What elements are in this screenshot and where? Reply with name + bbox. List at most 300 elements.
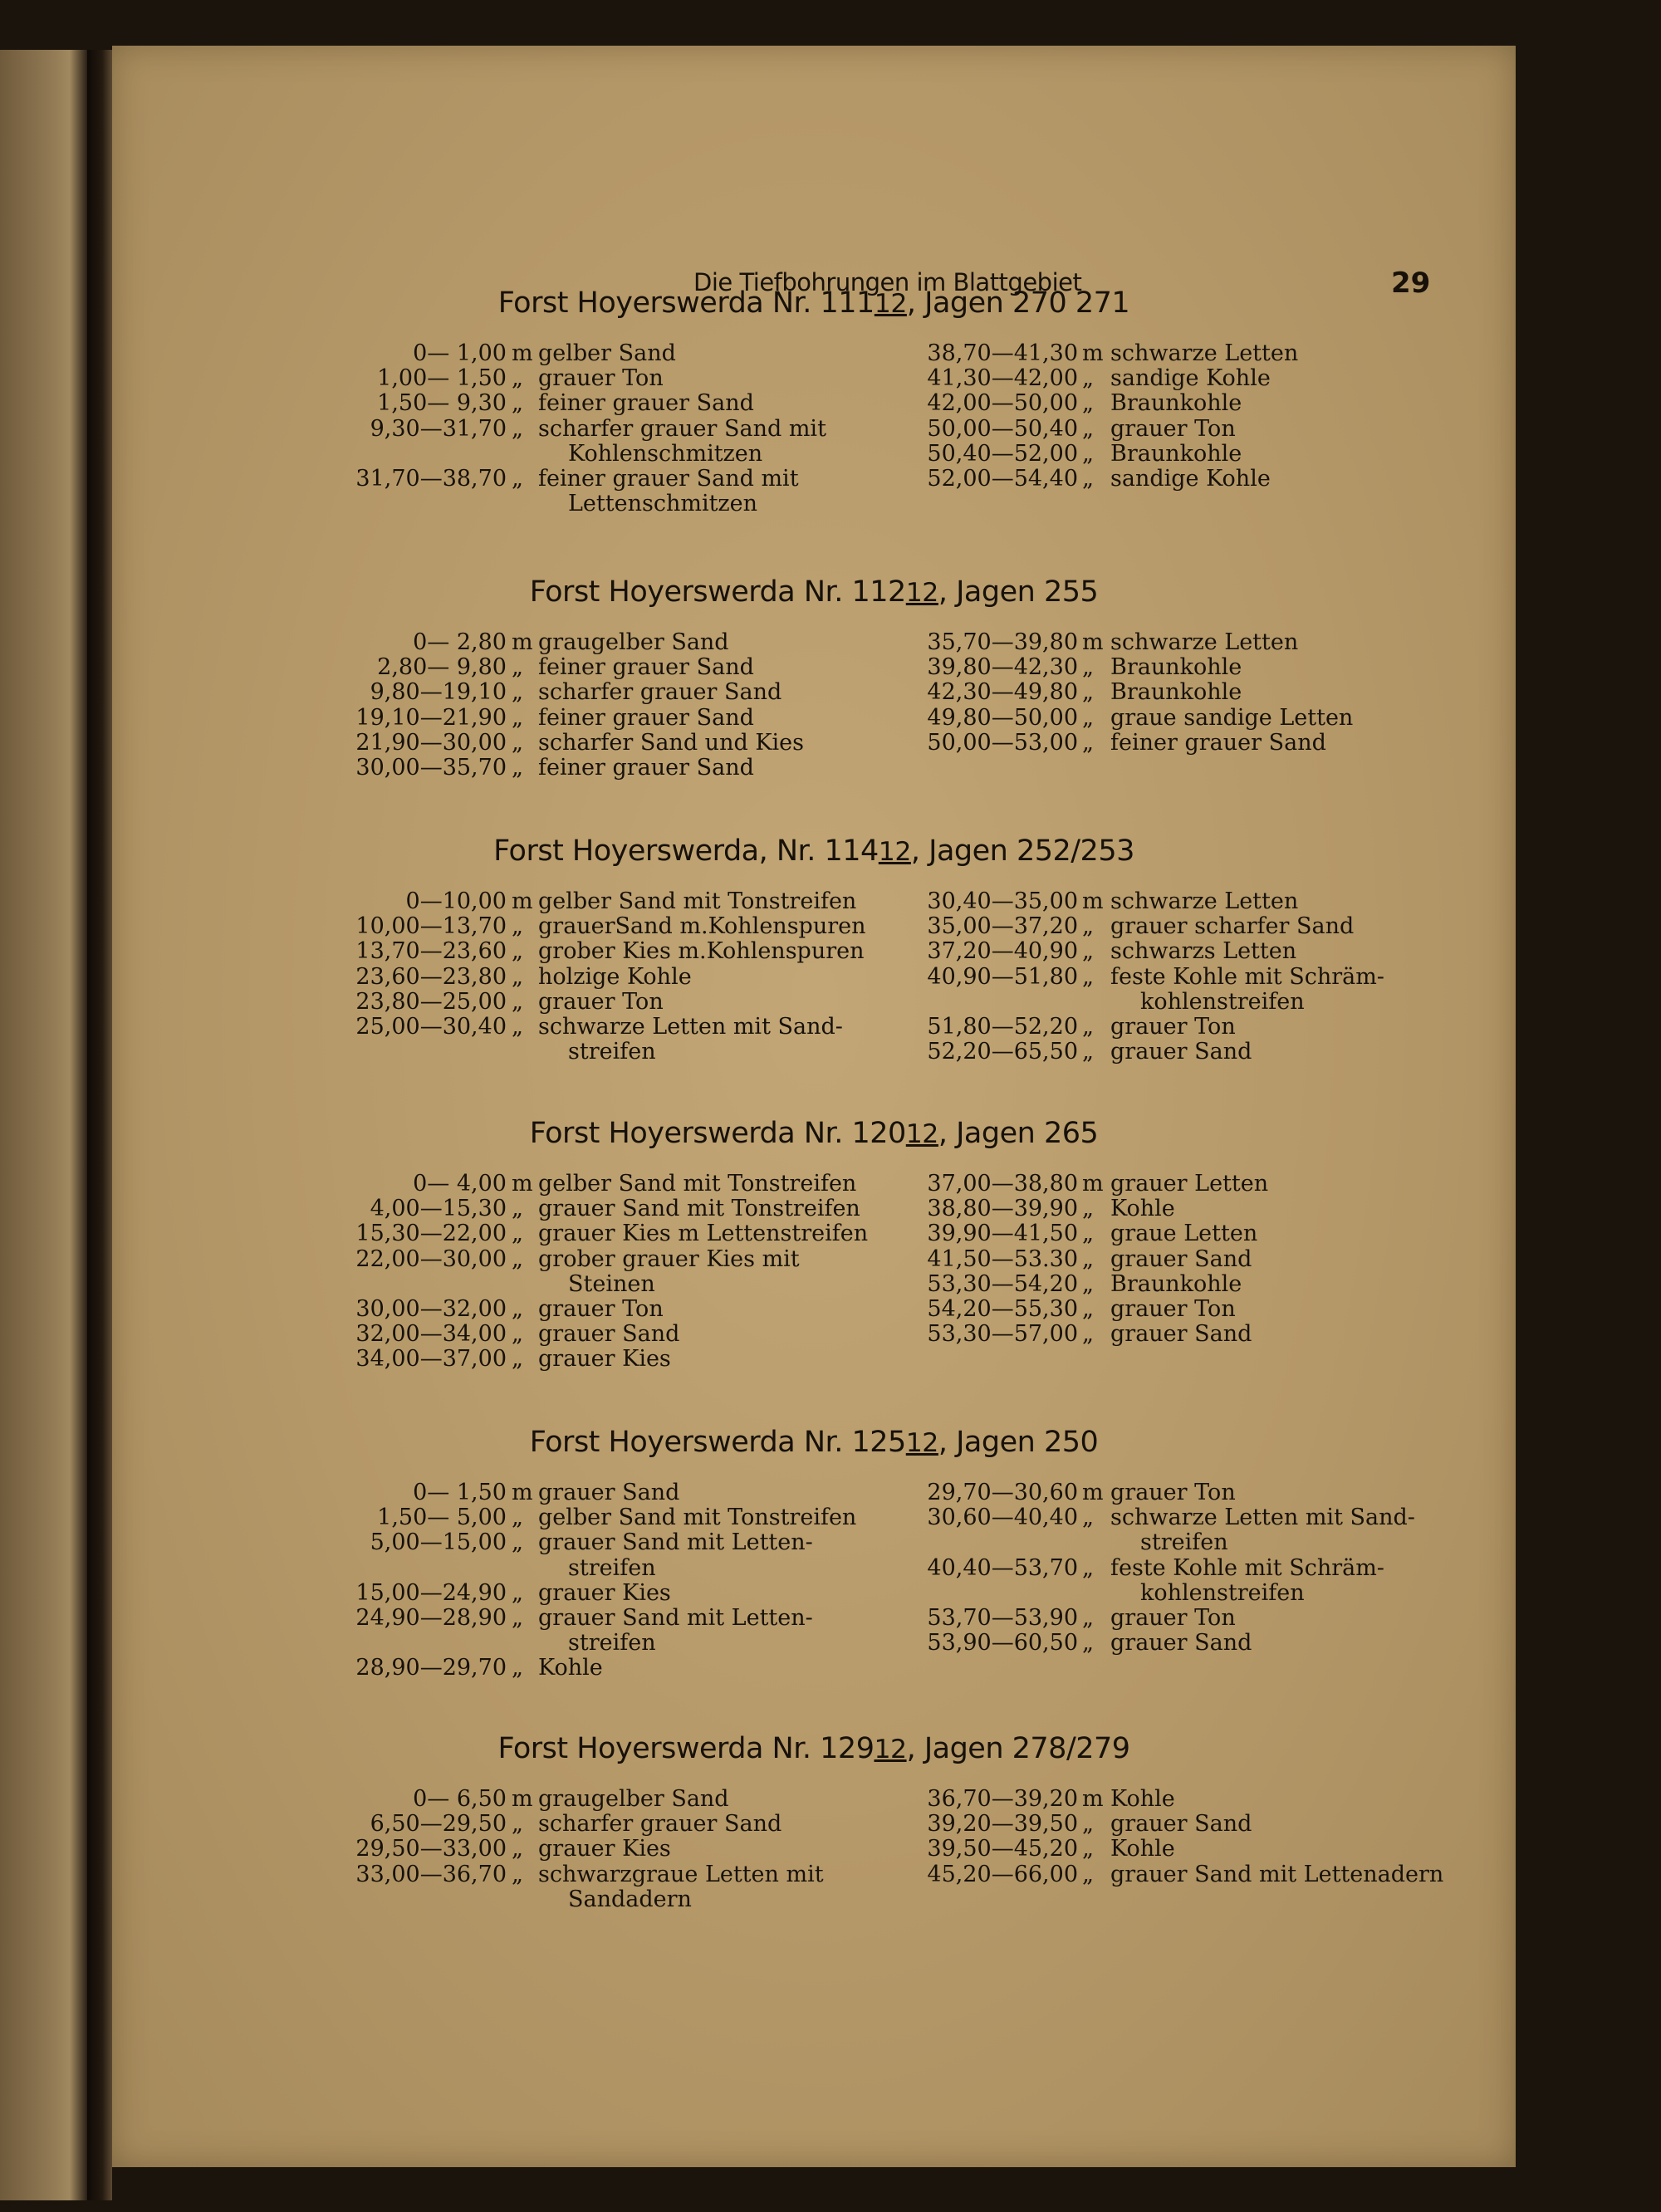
layer-row-continuation bbox=[257, 1272, 872, 1297]
depth-range: 0— 2,80 bbox=[413, 629, 507, 655]
depth-unit: m bbox=[1082, 1480, 1104, 1505]
depth-unit: m bbox=[512, 340, 533, 366]
layer-row-continuation bbox=[257, 1040, 872, 1064]
depth-range: 33,00—36,70 bbox=[355, 1861, 507, 1887]
depth-range: 50,00—53,00 bbox=[927, 729, 1078, 756]
depth-unit: „ bbox=[1082, 440, 1094, 467]
left-column bbox=[257, 630, 872, 781]
depth-unit: „ bbox=[512, 1604, 523, 1631]
layer-row bbox=[257, 990, 872, 1015]
layer-row-continuation bbox=[818, 1530, 1416, 1555]
layer-description: Lettenschmitzen bbox=[568, 491, 758, 517]
layer-description: schwarze Letten mit Sand- bbox=[1110, 1505, 1415, 1531]
section-title bbox=[112, 1117, 1516, 1150]
depth-range: 54,20—55,30 bbox=[927, 1295, 1078, 1322]
layer-row bbox=[818, 655, 1416, 680]
right-column bbox=[818, 889, 1416, 1064]
section-title-suffix: , Jagen 255 bbox=[938, 575, 1099, 609]
depth-range: 37,00—38,80 bbox=[927, 1171, 1078, 1197]
layer-description: scharfer Sand und Kies bbox=[538, 729, 804, 756]
layer-row bbox=[818, 1631, 1416, 1656]
section-title-suffix: , Jagen 252/253 bbox=[910, 834, 1134, 868]
section-title bbox=[112, 1426, 1516, 1459]
section-title-prefix: Forst Hoyerswerda Nr. 129 bbox=[497, 1732, 875, 1765]
layer-row bbox=[818, 1606, 1416, 1631]
depth-unit: „ bbox=[1082, 1811, 1094, 1838]
layer-row bbox=[257, 655, 872, 680]
layer-description: Braunkohle bbox=[1110, 654, 1242, 681]
facing-page-edge bbox=[0, 50, 87, 2200]
depth-unit: „ bbox=[512, 1505, 523, 1531]
depth-range: 15,30—22,00 bbox=[355, 1221, 507, 1247]
layer-row bbox=[257, 366, 872, 391]
layer-row bbox=[818, 1247, 1416, 1272]
layer-description: schwarze Letten bbox=[1110, 629, 1299, 655]
depth-range: 21,90—30,00 bbox=[355, 729, 507, 756]
layer-description: sandige Kohle bbox=[1110, 465, 1271, 492]
layer-row bbox=[257, 889, 872, 914]
layer-row bbox=[818, 417, 1416, 442]
depth-range: 1,50— 5,00 bbox=[377, 1505, 507, 1531]
depth-range: 52,20—65,50 bbox=[927, 1039, 1078, 1065]
layer-description: grauer Kies bbox=[538, 1579, 671, 1606]
layer-description: schwarzgraue Letten mit bbox=[538, 1861, 824, 1887]
depth-unit: „ bbox=[512, 1245, 523, 1272]
book-gutter bbox=[87, 50, 112, 2200]
layer-description: Braunkohle bbox=[1110, 679, 1242, 706]
depth-unit: m bbox=[512, 888, 533, 914]
layer-row bbox=[818, 630, 1416, 655]
depth-unit: „ bbox=[1082, 1196, 1094, 1222]
layer-row bbox=[818, 442, 1416, 467]
layer-row bbox=[818, 889, 1416, 914]
depth-range: 9,80—19,10 bbox=[370, 679, 507, 706]
depth-unit: „ bbox=[512, 1836, 523, 1862]
section-title-fraction: 12 bbox=[905, 1119, 938, 1149]
layer-row bbox=[257, 391, 872, 416]
layer-row bbox=[257, 1197, 872, 1221]
layer-row-continuation bbox=[257, 1556, 872, 1581]
layer-description: feiner grauer Sand bbox=[538, 390, 754, 417]
depth-range: 41,50—53.30 bbox=[927, 1245, 1078, 1272]
depth-unit: „ bbox=[512, 938, 523, 965]
layer-row-continuation bbox=[818, 1581, 1416, 1606]
layer-row bbox=[257, 1862, 872, 1887]
depth-range: 1,00— 1,50 bbox=[377, 365, 507, 392]
depth-range: 0— 6,50 bbox=[413, 1786, 507, 1812]
depth-range: 0— 4,00 bbox=[413, 1171, 507, 1197]
depth-unit: „ bbox=[1082, 913, 1094, 940]
layer-row bbox=[818, 1556, 1416, 1581]
depth-unit: „ bbox=[512, 1196, 523, 1222]
layer-description: grauer Sand bbox=[1110, 1630, 1252, 1657]
section-title-fraction: 12 bbox=[905, 1428, 938, 1458]
depth-range: 45,20—66,00 bbox=[927, 1861, 1078, 1887]
depth-unit: „ bbox=[1082, 1321, 1094, 1348]
layer-description: schwarze Letten bbox=[1110, 888, 1299, 914]
layer-row bbox=[818, 1505, 1416, 1530]
depth-unit: „ bbox=[512, 988, 523, 1015]
section-title bbox=[112, 1732, 1516, 1765]
layer-row bbox=[257, 1015, 872, 1040]
depth-unit: m bbox=[1082, 888, 1104, 914]
depth-unit: „ bbox=[1082, 1630, 1094, 1657]
depth-range: 1,50— 9,30 bbox=[377, 390, 507, 417]
layer-row bbox=[257, 914, 872, 939]
layer-description: grauer Ton bbox=[1110, 1604, 1236, 1631]
layer-description: grauer Kies m Lettenstreifen bbox=[538, 1221, 869, 1247]
layer-description: gelber Sand mit Tonstreifen bbox=[538, 888, 857, 914]
layer-row bbox=[257, 1322, 872, 1347]
depth-range: 37,20—40,90 bbox=[927, 938, 1078, 965]
layer-row-continuation bbox=[257, 1887, 872, 1912]
depth-unit: „ bbox=[512, 704, 523, 731]
layer-row bbox=[257, 1480, 872, 1505]
layer-description: Kohle bbox=[1110, 1836, 1175, 1862]
depth-range: 40,40—53,70 bbox=[927, 1554, 1078, 1581]
depth-unit: „ bbox=[1082, 1295, 1094, 1322]
depth-unit: „ bbox=[512, 654, 523, 681]
layer-row bbox=[257, 939, 872, 964]
layer-description: Braunkohle bbox=[1110, 1270, 1242, 1297]
depth-range: 40,90—51,80 bbox=[927, 963, 1078, 990]
section-title-suffix: , Jagen 278/279 bbox=[906, 1732, 1130, 1765]
layer-description: grauer Sand mit Letten- bbox=[538, 1604, 813, 1631]
layer-description: Sandadern bbox=[568, 1886, 692, 1912]
layer-description: schwarze Letten bbox=[1110, 340, 1299, 366]
layer-description: schwarzs Letten bbox=[1110, 938, 1297, 965]
layer-description: grauer Sand mit Tonstreifen bbox=[538, 1196, 860, 1222]
depth-range: 23,60—23,80 bbox=[355, 963, 507, 990]
depth-unit: „ bbox=[512, 365, 523, 392]
depth-range: 42,00—50,00 bbox=[927, 390, 1078, 417]
depth-range: 52,00—54,40 bbox=[927, 465, 1078, 492]
layer-description: grauerSand m.Kohlenspuren bbox=[538, 913, 866, 940]
layer-description: grauer Letten bbox=[1110, 1171, 1269, 1197]
layer-description: grauer Sand bbox=[1110, 1039, 1252, 1065]
depth-range: 6,50—29,50 bbox=[370, 1811, 507, 1838]
layer-description: feste Kohle mit Schräm- bbox=[1110, 963, 1384, 990]
depth-unit: „ bbox=[512, 1221, 523, 1247]
depth-range: 41,30—42,00 bbox=[927, 365, 1078, 392]
layer-description: feiner grauer Sand bbox=[538, 654, 754, 681]
depth-range: 30,60—40,40 bbox=[927, 1505, 1078, 1531]
left-column bbox=[257, 341, 872, 516]
layer-row bbox=[257, 1581, 872, 1606]
layer-description: scharfer grauer Sand bbox=[538, 679, 782, 706]
layer-row bbox=[818, 1197, 1416, 1221]
layer-description: grauer Ton bbox=[538, 365, 664, 392]
layer-row bbox=[818, 914, 1416, 939]
layer-row bbox=[818, 1322, 1416, 1347]
depth-unit: „ bbox=[1082, 415, 1094, 442]
section-title-suffix: , Jagen 265 bbox=[938, 1117, 1099, 1150]
depth-unit: „ bbox=[1082, 1270, 1094, 1297]
layer-row bbox=[257, 1606, 872, 1631]
layer-description: grauer Sand bbox=[1110, 1245, 1252, 1272]
depth-range: 30,00—32,00 bbox=[355, 1295, 507, 1322]
depth-range: 13,70—23,60 bbox=[355, 938, 507, 965]
layer-description: graue Letten bbox=[1110, 1221, 1258, 1247]
depth-range: 30,40—35,00 bbox=[927, 888, 1078, 914]
depth-unit: „ bbox=[1082, 679, 1094, 706]
book-page bbox=[112, 46, 1516, 2167]
depth-unit: „ bbox=[512, 729, 523, 756]
depth-unit: „ bbox=[512, 1861, 523, 1887]
depth-range: 38,80—39,90 bbox=[927, 1196, 1078, 1222]
depth-range: 51,80—52,20 bbox=[927, 1013, 1078, 1040]
depth-range: 35,70—39,80 bbox=[927, 629, 1078, 655]
layer-description: grauer Ton bbox=[538, 988, 664, 1015]
depth-unit: m bbox=[1082, 1171, 1104, 1197]
section-title bbox=[112, 286, 1516, 320]
depth-unit: „ bbox=[512, 1811, 523, 1838]
layer-description: grauer scharfer Sand bbox=[1110, 913, 1355, 940]
layer-description: Kohlenschmitzen bbox=[568, 440, 763, 467]
layer-description: scharfer grauer Sand bbox=[538, 1811, 782, 1838]
depth-unit: m bbox=[512, 1480, 533, 1505]
layer-row bbox=[818, 706, 1416, 731]
layer-row bbox=[257, 467, 872, 492]
layer-row bbox=[257, 965, 872, 990]
layer-description: holzige Kohle bbox=[538, 963, 692, 990]
right-column bbox=[818, 1172, 1416, 1347]
layer-row bbox=[257, 1297, 872, 1322]
section-title-fraction: 12 bbox=[874, 289, 907, 319]
depth-range: 50,40—52,00 bbox=[927, 440, 1078, 467]
depth-range: 19,10—21,90 bbox=[355, 704, 507, 731]
depth-unit: „ bbox=[1082, 390, 1094, 417]
layer-description: grauer Sand mit Letten- bbox=[538, 1529, 813, 1556]
depth-range: 34,00—37,00 bbox=[355, 1346, 507, 1373]
depth-range: 49,80—50,00 bbox=[927, 704, 1078, 731]
layer-description: feiner grauer Sand bbox=[538, 754, 754, 781]
layer-row-continuation bbox=[257, 492, 872, 516]
right-column bbox=[818, 341, 1416, 492]
depth-range: 29,50—33,00 bbox=[355, 1836, 507, 1862]
layer-description: graugelber Sand bbox=[538, 1786, 729, 1812]
depth-unit: „ bbox=[512, 415, 523, 442]
depth-unit: „ bbox=[1082, 963, 1094, 990]
layer-description: grauer Kies bbox=[538, 1346, 671, 1373]
layer-row bbox=[257, 341, 872, 366]
layer-description: kohlenstreifen bbox=[1140, 1579, 1305, 1606]
layer-description: streifen bbox=[568, 1554, 656, 1581]
layer-description: graugelber Sand bbox=[538, 629, 729, 655]
layer-row bbox=[818, 731, 1416, 756]
depth-range: 22,00—30,00 bbox=[355, 1245, 507, 1272]
layer-description: schwarze Letten mit Sand- bbox=[538, 1013, 843, 1040]
layer-description: feste Kohle mit Schräm- bbox=[1110, 1554, 1384, 1581]
depth-unit: m bbox=[512, 1171, 533, 1197]
layer-row bbox=[818, 1812, 1416, 1837]
layer-row bbox=[818, 1272, 1416, 1297]
layer-description: scharfer grauer Sand mit bbox=[538, 415, 826, 442]
section-title-fraction: 12 bbox=[878, 837, 911, 867]
layer-description: Kohle bbox=[1110, 1786, 1175, 1812]
depth-range: 50,00—50,40 bbox=[927, 415, 1078, 442]
depth-range: 0— 1,00 bbox=[413, 340, 507, 366]
section-title bbox=[112, 575, 1516, 609]
layer-row bbox=[818, 1480, 1416, 1505]
depth-range: 53,70—53,90 bbox=[927, 1604, 1078, 1631]
layer-description: sandige Kohle bbox=[1110, 365, 1271, 392]
depth-unit: „ bbox=[1082, 1013, 1094, 1040]
layer-description: Braunkohle bbox=[1110, 440, 1242, 467]
layer-row bbox=[257, 680, 872, 705]
depth-range: 53,30—54,20 bbox=[927, 1270, 1078, 1297]
layer-description: grober grauer Kies mit bbox=[538, 1245, 800, 1272]
depth-unit: „ bbox=[1082, 1221, 1094, 1247]
depth-range: 31,70—38,70 bbox=[355, 465, 507, 492]
depth-range: 0— 1,50 bbox=[413, 1480, 507, 1505]
layer-description: streifen bbox=[568, 1630, 656, 1657]
layer-description: grauer Sand bbox=[538, 1480, 680, 1505]
layer-description: grauer Sand mit Lettenadern bbox=[1110, 1861, 1444, 1887]
layer-row bbox=[257, 1172, 872, 1197]
layer-description: feiner grauer Sand bbox=[538, 704, 754, 731]
section-title-fraction: 12 bbox=[874, 1735, 907, 1764]
running-title: Die Tiefbohrungen im Blattgebiet bbox=[693, 268, 1082, 296]
layer-row bbox=[257, 731, 872, 756]
depth-range: 10,00—13,70 bbox=[355, 913, 507, 940]
layer-row bbox=[257, 1812, 872, 1837]
layer-description: graue sandige Letten bbox=[1110, 704, 1354, 731]
layer-row bbox=[257, 1221, 872, 1246]
depth-unit: „ bbox=[512, 390, 523, 417]
layer-description: grauer Ton bbox=[1110, 415, 1236, 442]
layer-description: gelber Sand mit Tonstreifen bbox=[538, 1171, 857, 1197]
layer-row-continuation bbox=[818, 990, 1416, 1015]
depth-range: 4,00—15,30 bbox=[370, 1196, 507, 1222]
depth-range: 0—10,00 bbox=[405, 888, 507, 914]
layer-row bbox=[818, 1837, 1416, 1862]
layer-row-continuation bbox=[257, 442, 872, 467]
depth-unit: „ bbox=[512, 1321, 523, 1348]
layer-description: grauer Ton bbox=[538, 1295, 664, 1322]
layer-description: streifen bbox=[1140, 1529, 1228, 1556]
layer-row bbox=[818, 1861, 1444, 1887]
layer-description: Steinen bbox=[568, 1270, 655, 1297]
layer-row-continuation bbox=[257, 1631, 872, 1656]
right-column bbox=[818, 1480, 1416, 1656]
depth-unit: m bbox=[512, 1786, 533, 1812]
depth-range: 9,30—31,70 bbox=[370, 415, 507, 442]
depth-unit: „ bbox=[512, 1013, 523, 1040]
depth-unit: „ bbox=[1082, 1039, 1094, 1065]
depth-range: 2,80— 9,80 bbox=[377, 654, 507, 681]
depth-range: 53,30—57,00 bbox=[927, 1321, 1078, 1348]
depth-range: 23,80—25,00 bbox=[355, 988, 507, 1015]
layer-row bbox=[257, 1247, 872, 1272]
depth-range: 32,00—34,00 bbox=[355, 1321, 507, 1348]
layer-description: feiner grauer Sand bbox=[1110, 729, 1326, 756]
layer-description: feiner grauer Sand mit bbox=[538, 465, 799, 492]
depth-range: 39,50—45,20 bbox=[927, 1836, 1078, 1862]
layer-description: gelber Sand bbox=[538, 340, 676, 366]
depth-unit: „ bbox=[512, 913, 523, 940]
layer-row bbox=[818, 1297, 1416, 1322]
depth-range: 38,70—41,30 bbox=[927, 340, 1078, 366]
layer-row bbox=[818, 341, 1416, 366]
depth-range: 39,20—39,50 bbox=[927, 1811, 1078, 1838]
depth-range: 28,90—29,70 bbox=[355, 1655, 507, 1681]
section-title-prefix: Forst Hoyerswerda Nr. 112 bbox=[529, 575, 906, 609]
depth-range: 30,00—35,70 bbox=[355, 754, 507, 781]
depth-unit: „ bbox=[1082, 365, 1094, 392]
depth-unit: „ bbox=[512, 679, 523, 706]
section-title-prefix: Forst Hoyerswerda, Nr. 114 bbox=[493, 834, 879, 868]
section-title bbox=[112, 834, 1516, 868]
depth-unit: „ bbox=[512, 1529, 523, 1556]
depth-range: 36,70—39,20 bbox=[927, 1786, 1078, 1812]
depth-range: 53,90—60,50 bbox=[927, 1630, 1078, 1657]
layer-row bbox=[257, 1656, 872, 1681]
layer-row bbox=[257, 706, 872, 731]
depth-unit: „ bbox=[1082, 729, 1094, 756]
left-column bbox=[257, 1172, 872, 1373]
layer-row bbox=[257, 630, 872, 655]
left-column bbox=[257, 889, 872, 1064]
depth-range: 24,90—28,90 bbox=[355, 1604, 507, 1631]
depth-unit: m bbox=[512, 629, 533, 655]
depth-unit: „ bbox=[1082, 1861, 1094, 1887]
depth-unit: „ bbox=[1082, 1554, 1094, 1581]
layer-description: Braunkohle bbox=[1110, 390, 1242, 417]
layer-row bbox=[257, 1837, 872, 1862]
left-column bbox=[257, 1787, 872, 1912]
depth-range: 39,80—42,30 bbox=[927, 654, 1078, 681]
depth-unit: „ bbox=[1082, 1505, 1094, 1531]
layer-description: grauer Sand bbox=[538, 1321, 680, 1348]
depth-unit: „ bbox=[1082, 1245, 1094, 1272]
layer-row bbox=[818, 467, 1416, 492]
layer-description: gelber Sand mit Tonstreifen bbox=[538, 1505, 857, 1531]
section-title-prefix: Forst Hoyerswerda Nr. 120 bbox=[529, 1117, 906, 1150]
depth-unit: „ bbox=[512, 963, 523, 990]
layer-row bbox=[257, 1787, 872, 1812]
layer-row bbox=[257, 1530, 872, 1555]
depth-unit: „ bbox=[512, 754, 523, 781]
layer-row bbox=[818, 939, 1416, 964]
section-title-fraction: 12 bbox=[905, 578, 938, 608]
layer-row bbox=[818, 366, 1416, 391]
depth-unit: „ bbox=[1082, 654, 1094, 681]
depth-unit: „ bbox=[1082, 1836, 1094, 1862]
layer-row bbox=[818, 680, 1416, 705]
layer-row bbox=[818, 391, 1416, 416]
depth-unit: „ bbox=[1082, 1604, 1094, 1631]
depth-unit: „ bbox=[1082, 704, 1094, 731]
depth-unit: „ bbox=[1082, 465, 1094, 492]
depth-range: 35,00—37,20 bbox=[927, 913, 1078, 940]
layer-description: kohlenstreifen bbox=[1140, 988, 1305, 1015]
layer-row bbox=[818, 1040, 1416, 1064]
layer-description: grauer Sand bbox=[1110, 1321, 1252, 1348]
layer-row bbox=[818, 1172, 1416, 1197]
depth-unit: m bbox=[1082, 629, 1104, 655]
depth-unit: „ bbox=[1082, 938, 1094, 965]
section-title-suffix: , Jagen 250 bbox=[938, 1426, 1099, 1459]
depth-unit: m bbox=[1082, 1786, 1104, 1812]
depth-range: 25,00—30,40 bbox=[355, 1013, 507, 1040]
right-column bbox=[818, 630, 1416, 756]
page-number: 29 bbox=[1391, 267, 1431, 300]
layer-row bbox=[818, 1221, 1416, 1246]
depth-range: 29,70—30,60 bbox=[927, 1480, 1078, 1505]
layer-description: grauer Ton bbox=[1110, 1480, 1236, 1505]
depth-unit: „ bbox=[512, 1346, 523, 1373]
